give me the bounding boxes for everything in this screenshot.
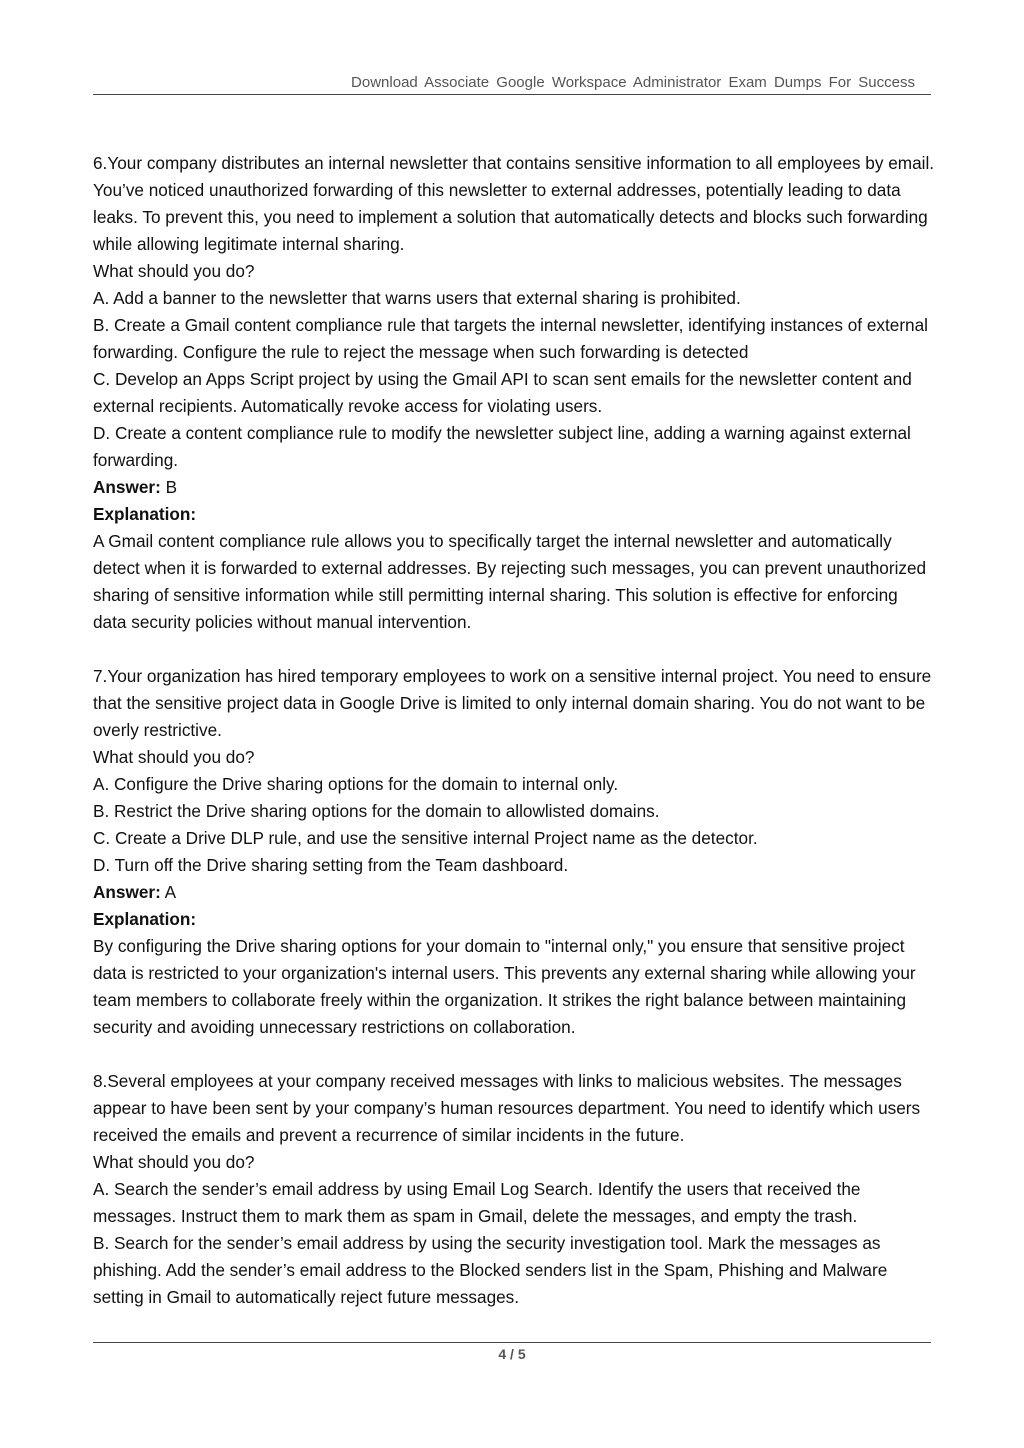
explanation-label: Explanation: <box>93 909 197 929</box>
question-7 <box>93 663 935 1041</box>
question-prompt: What should you do? <box>93 261 255 281</box>
question-stem: 7.Your organization has hired temporary employees to work on a sensitive internal project. You need to ensure that the sensitive project data in Google Drive is limited to only internal domain sharing. You do not want to be overly restrictive. <box>93 666 932 740</box>
explanation-text: A Gmail content compliance rule allows you to specifically target the internal newsletter and automatically detect when it is forwarded to external addresses. By rejecting such messages, you can prevent unauthorized sharing of sensitive information while still permitting internal sharing. This solution is effective for enforcing data security policies without manual intervention. <box>93 531 927 632</box>
explanation-text: By configuring the Drive sharing options for your domain to "internal only," you ensure that sensitive project data is restricted to your organization's internal users. This prevents any external sharing while allowing your team members to collaborate freely within the organization. It strikes the right balance between maintaining security and avoiding unnecessary restrictions on collaboration. <box>93 936 916 1037</box>
question-gap <box>93 636 935 663</box>
option-a: A. Configure the Drive sharing options for the domain to internal only. <box>93 774 619 794</box>
question-stem: 6.Your company distributes an internal newsletter that contains sensitive information to all employees by email. You’ve noticed unauthorized forwarding of this newsletter to external addresses, potentially leading to data leaks. To prevent this, you need to implement a solution that automatically detects and blocks such forwarding while allowing legitimate internal sharing. <box>93 153 935 254</box>
page-content <box>93 150 935 1311</box>
option-b: B. Restrict the Drive sharing options for the domain to allowlisted domains. <box>93 801 660 821</box>
option-d: D. Turn off the Drive sharing setting from the Team dashboard. <box>93 855 569 875</box>
footer-divider <box>93 1342 931 1343</box>
explanation-label: Explanation: <box>93 504 197 524</box>
question-stem: 8.Several employees at your company received messages with links to malicious websites. The messages appear to have been sent by your company’s human resources department. You need to identify which users received the emails and prevent a recurrence of similar incidents in the future. <box>93 1071 921 1145</box>
option-a: A. Search the sender’s email address by using Email Log Search. Identify the users that received the messages. Instruct them to mark them as spam in Gmail, delete the messages, and empty the trash. <box>93 1179 861 1226</box>
answer-value: B <box>160 477 178 497</box>
answer-label: Answer: <box>93 477 161 497</box>
answer-label: Answer: <box>93 882 161 902</box>
option-c: C. Create a Drive DLP rule, and use the sensitive internal Project name as the detector. <box>93 828 758 848</box>
page-header <box>93 72 931 95</box>
option-a: A. Add a banner to the newsletter that warns users that external sharing is prohibited. <box>93 288 741 308</box>
page-number: 4 / 5 <box>498 1346 526 1362</box>
header-title: Download Associate Google Workspace Administrator Exam Dumps For Success <box>351 74 915 91</box>
option-c: C. Develop an Apps Script project by using the Gmail API to scan sent emails for the newsletter content and external recipients. Automatically revoke access for violating users. <box>93 369 912 416</box>
question-gap <box>93 1041 935 1068</box>
answer-line <box>93 474 935 501</box>
answer-line <box>93 879 935 906</box>
question-8 <box>93 1068 935 1311</box>
question-prompt: What should you do? <box>93 1152 255 1172</box>
option-b: B. Create a Gmail content compliance rule that targets the internal newsletter, identifying instances of external forwarding. Configure the rule to reject the message when such forwarding is detected <box>93 315 928 362</box>
answer-value: A <box>160 882 177 902</box>
option-d: D. Create a content compliance rule to modify the newsletter subject line, adding a warning against external forwarding. <box>93 423 911 470</box>
question-6 <box>93 150 935 636</box>
option-b: B. Search for the sender’s email address by using the security investigation tool. Mark the messages as phishing. Add the sender’s email address to the Blocked senders list in the Spam, Phishing and Malware setting in Gmail to automatically reject future messages. <box>93 1233 888 1307</box>
question-prompt: What should you do? <box>93 747 255 767</box>
